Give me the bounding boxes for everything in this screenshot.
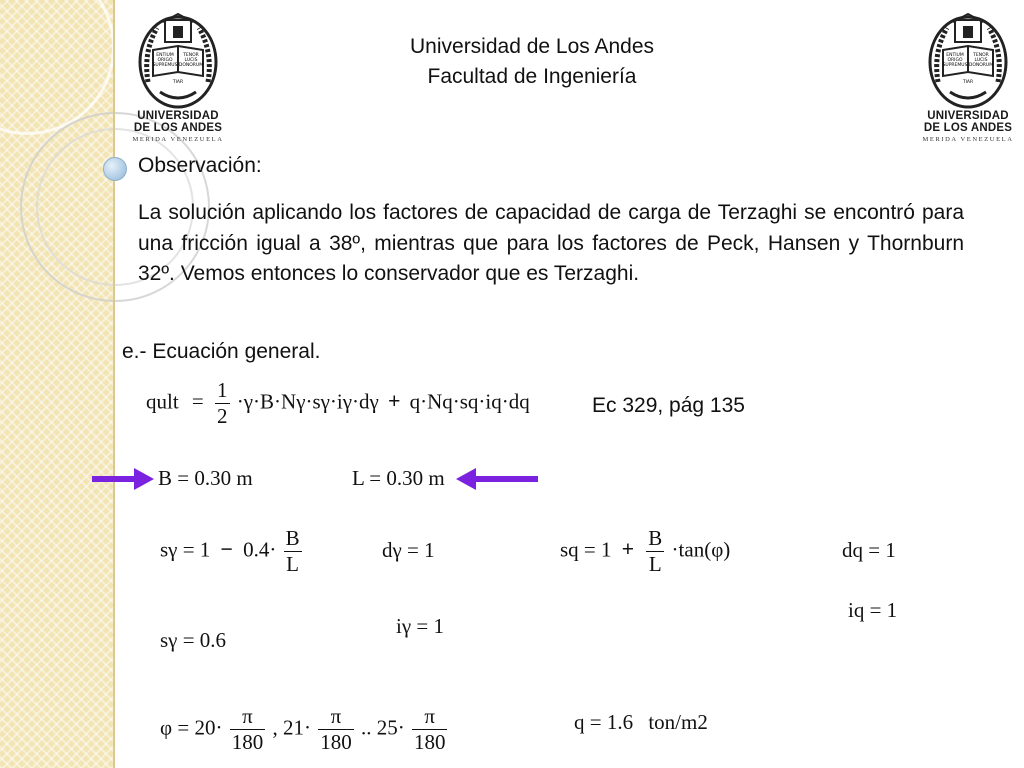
- iq-formula: iq = 1: [848, 598, 898, 622]
- motto-text: SUPREMUS: [942, 63, 968, 68]
- fraction-denominator: L: [286, 552, 299, 576]
- phi-lhs: φ = 20·: [160, 715, 223, 740]
- phi-mid1: , 21·: [272, 715, 311, 740]
- faculty-title: Facultad de Ingeniería: [427, 65, 637, 88]
- motto-text: ORIGO: [947, 58, 963, 63]
- equation-equals: =: [191, 389, 204, 414]
- sq-lhs: sq = 1: [560, 537, 612, 562]
- dq-formula: dq = 1: [842, 538, 896, 562]
- dgamma-formula: dγ = 1: [382, 538, 435, 562]
- motto-text: TENOR: [973, 53, 989, 58]
- right-arrow-icon: [92, 468, 156, 490]
- sgamma-fraction: [284, 528, 302, 575]
- q-unit: ton/m2: [648, 710, 708, 734]
- motto-text: TIAR: [962, 80, 974, 85]
- fraction-numerator: 1: [217, 378, 228, 402]
- motto-text: SUPREMUS: [152, 63, 178, 68]
- logo-name-line2: DE LOS ANDES: [133, 122, 223, 134]
- equation-reference: Ec 329, pág 135: [592, 394, 745, 417]
- band-divider: [113, 0, 115, 768]
- sq-formula: [560, 528, 730, 575]
- sgamma-formula: [160, 528, 304, 575]
- sq-fraction: [646, 528, 664, 575]
- motto-text: DONORUM: [178, 63, 204, 68]
- fraction-denominator: 2: [217, 404, 228, 428]
- fraction-denominator: 180: [320, 730, 352, 754]
- phi-fraction: [318, 706, 354, 753]
- decorative-side-band: [0, 0, 113, 768]
- igamma-formula: iγ = 1: [396, 614, 444, 638]
- left-arrow-icon: [454, 468, 540, 490]
- motto-text: TENOR: [183, 53, 199, 58]
- motto-text: LUCIS: [184, 58, 198, 63]
- logo-name-line2: DE LOS ANDES: [923, 122, 1013, 134]
- equation-term-gamma: ·γ·B·Nγ·sγ·iγ·dγ: [236, 389, 379, 414]
- university-seal-icon: [925, 12, 1011, 110]
- param-l: L = 0.30 m: [352, 466, 445, 490]
- sgamma-coef: 0.4·: [243, 537, 277, 562]
- motto-text: LUCIS: [974, 58, 988, 63]
- fraction-numerator: B: [285, 526, 300, 550]
- sq-tail: ·tan(φ): [671, 537, 731, 562]
- university-logo-left: [132, 12, 224, 152]
- motto-text: DONORUM: [968, 63, 994, 68]
- phi-fraction: [412, 706, 448, 753]
- logo-location: MERIDA VENEZUELA: [922, 136, 1014, 143]
- slide-header: [332, 32, 732, 92]
- equation-fraction: [215, 380, 230, 427]
- sgamma-minus: −: [220, 538, 233, 562]
- motto-text: ORIGO: [157, 58, 173, 63]
- phi-range: [160, 706, 449, 753]
- observation-title: Observación:: [138, 154, 262, 177]
- logo-name-line1: UNIVERSIDAD: [137, 110, 219, 122]
- motto-text: ENTIUM: [156, 53, 174, 58]
- phi-fraction: [230, 706, 266, 753]
- university-seal-icon: [135, 12, 221, 110]
- fraction-denominator: L: [648, 552, 662, 576]
- motto-text: TIAR: [172, 80, 184, 85]
- param-b: B = 0.30 m: [158, 466, 253, 490]
- fraction-denominator: 180: [413, 730, 446, 754]
- fraction-denominator: 180: [231, 730, 264, 754]
- q-lhs: q = 1.6: [574, 710, 634, 734]
- section-label: e.- Ecuación general.: [122, 340, 321, 363]
- observation-body: La solución aplicando los factores de capacidad de carga de Terzaghi se encontró para una fricción igual a 38º, mientras que para los factores de Peck, Hansen y Thornburn 32º. Vemos entonces lo conservador que es Terzaghi.: [138, 201, 964, 285]
- sgamma-value: sγ = 0.6: [160, 628, 227, 652]
- q-value: [574, 712, 708, 733]
- sgamma-lhs: sγ = 1: [160, 537, 211, 562]
- fraction-numerator: π: [230, 706, 266, 730]
- fraction-numerator: π: [412, 706, 448, 730]
- university-logo-right: [922, 12, 1014, 152]
- equation-lhs: qult: [146, 389, 179, 414]
- sq-plus: +: [621, 538, 635, 562]
- logo-location: MERIDA VENEZUELA: [132, 136, 224, 143]
- equation-term-q: q·Nq·sq·iq·dq: [409, 389, 530, 414]
- general-equation: [146, 380, 530, 427]
- phi-mid2: .. 25·: [360, 715, 405, 740]
- equation-plus: +: [388, 390, 401, 414]
- motto-text: ENTIUM: [946, 53, 964, 58]
- fraction-numerator: π: [318, 706, 354, 730]
- fraction-numerator: B: [648, 526, 663, 550]
- bullet-dot: [103, 157, 127, 181]
- logo-name-line1: UNIVERSIDAD: [927, 110, 1009, 122]
- university-title: Universidad de Los Andes: [410, 35, 654, 58]
